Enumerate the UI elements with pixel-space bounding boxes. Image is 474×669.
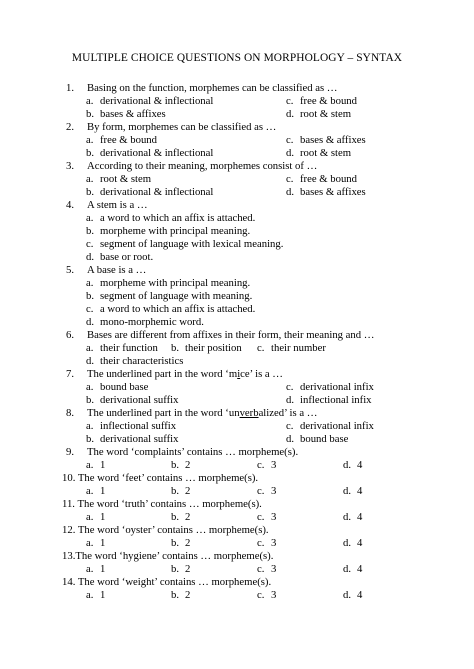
q9-option-b: b. 2 (171, 459, 191, 471)
q6-option-a: a. their function (86, 342, 158, 354)
question-9: 9. The word ‘complaints’ contains … morpheme(s). (66, 446, 299, 458)
q14-option-c: c. 3 (257, 589, 277, 601)
q11-option-b: b. 2 (171, 511, 191, 523)
q8-option-c: c. derivational infix (286, 420, 374, 432)
question-14: 14. The word ‘weight’ contains … morpheme(s). (62, 576, 272, 588)
question-7: 7. The underlined part in the word ‘mice’ is a … (66, 368, 283, 380)
q7-option-c: c. derivational infix (286, 381, 374, 393)
q4-option-b: b. morpheme with principal meaning. (86, 225, 251, 237)
q12-option-c: c. 3 (257, 537, 277, 549)
underlined-part: i (237, 368, 241, 380)
q2-option-c: c. bases & affixes (286, 134, 366, 146)
q7-option-d: d. inflectional infix (286, 394, 372, 406)
question-2: 2. By form, morphemes can be classified as … (66, 121, 277, 133)
q12-option-d: d. 4 (343, 537, 363, 549)
q13-option-d: d. 4 (343, 563, 363, 575)
q4-option-d: d. base or root. (86, 251, 154, 263)
q14-option-b: b. 2 (171, 589, 191, 601)
q3-option-d: d. bases & affixes (286, 186, 366, 198)
q3-option-c: c. free & bound (286, 173, 357, 185)
q1-option-a: a. derivational & inflectional (86, 95, 214, 107)
question-4: 4. A stem is a … (66, 199, 148, 211)
q2-option-d: d. root & stem (286, 147, 352, 159)
q3-option-b: b. derivational & inflectional (86, 186, 214, 198)
q3-option-a: a. root & stem (86, 173, 152, 185)
q8-option-b: b. derivational suffix (86, 433, 179, 445)
q9-option-d: d. 4 (343, 459, 363, 471)
q13-option-b: b. 2 (171, 563, 191, 575)
q10-option-d: d. 4 (343, 485, 363, 497)
q14-option-a: a. 1 (86, 589, 106, 601)
page-title: MULTIPLE CHOICE QUESTIONS ON MORPHOLOGY – SYNTAX (71, 52, 403, 64)
q6-option-b: b. their position (171, 342, 242, 354)
underlined-part: verb (239, 407, 259, 419)
q5-option-d: d. mono-morphemic word. (86, 316, 204, 328)
q9-option-a: a. 1 (86, 459, 106, 471)
q13-option-c: c. 3 (257, 563, 277, 575)
q11-option-c: c. 3 (257, 511, 277, 523)
q12-option-b: b. 2 (171, 537, 191, 549)
q1-option-b: b. bases & affixes (86, 108, 166, 120)
q4-option-a: a. a word to which an affix is attached. (86, 212, 256, 224)
question-12: 12. The word ‘oyster’ contains … morpheme(s). (62, 524, 269, 536)
q4-option-c: c. segment of language with lexical meaning. (86, 238, 284, 250)
q1-option-c: c. free & bound (286, 95, 357, 107)
q14-option-d: d. 4 (343, 589, 363, 601)
question-6: 6. Bases are different from affixes in their form, their meaning and … (66, 329, 375, 341)
q6-option-d: d. their characteristics (86, 355, 184, 367)
question-3: 3. According to their meaning, morphemes consist of … (66, 160, 318, 172)
q8-option-d: d. bound base (286, 433, 349, 445)
q11-option-d: d. 4 (343, 511, 363, 523)
q5-option-a: a. morpheme with principal meaning. (86, 277, 251, 289)
q10-option-c: c. 3 (257, 485, 277, 497)
question-13: 13.The word ‘hygiene’ contains … morpheme(s). (62, 550, 274, 562)
q10-option-b: b. 2 (171, 485, 191, 497)
q8-option-a: a. inflectional suffix (86, 420, 177, 432)
q11-option-a: a. 1 (86, 511, 106, 523)
q12-option-a: a. 1 (86, 537, 106, 549)
q1-option-d: d. root & stem (286, 108, 352, 120)
q10-option-a: a. 1 (86, 485, 106, 497)
q2-option-a: a. free & bound (86, 134, 157, 146)
question-1: 1. Basing on the function, morphemes can be classified as … (66, 82, 338, 94)
q2-option-b: b. derivational & inflectional (86, 147, 214, 159)
question-11: 11. The word ‘truth’ contains … morpheme(s). (62, 498, 262, 510)
question-5: 5. A base is a … (66, 264, 147, 276)
q7-option-b: b. derivational suffix (86, 394, 179, 406)
q9-option-c: c. 3 (257, 459, 277, 471)
q5-option-c: c. a word to which an affix is attached. (86, 303, 256, 315)
q5-option-b: b. segment of language with meaning. (86, 290, 253, 302)
question-10: 10. The word ‘feet’ contains … morpheme(s). (62, 472, 259, 484)
q6-option-c: c. their number (257, 342, 326, 354)
question-8: 8. The underlined part in the word ‘unverbalized’ is a … (66, 407, 318, 419)
q7-option-a: a. bound base (86, 381, 149, 393)
q13-option-a: a. 1 (86, 563, 106, 575)
